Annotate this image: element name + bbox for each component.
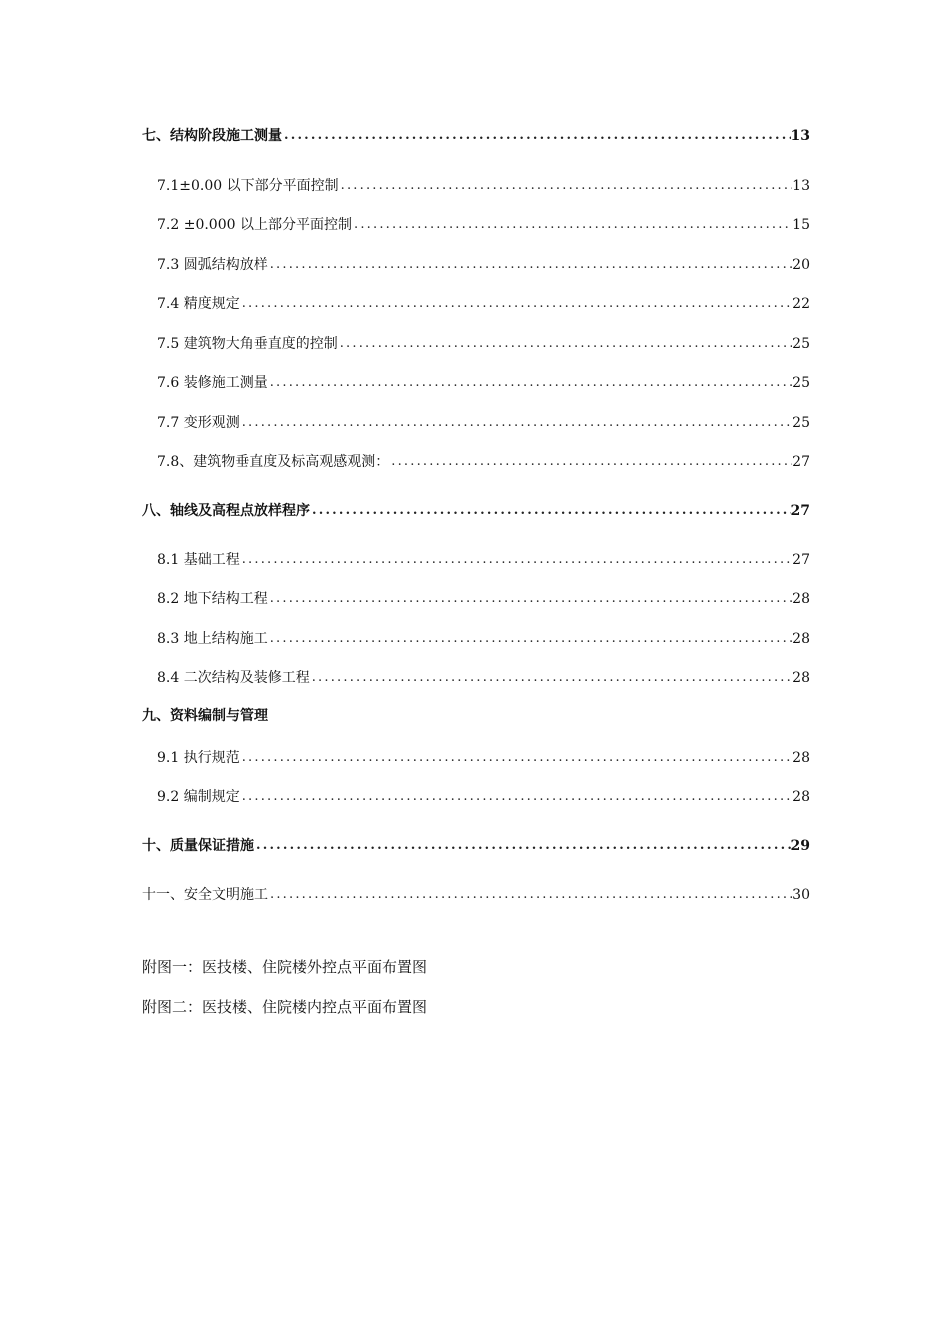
toc-page-number: 27: [792, 552, 810, 568]
toc-item-7-5[interactable]: [157, 330, 810, 354]
appendix-figure-1: 附图一：医技楼、住院楼外控点平面布置图: [142, 958, 428, 976]
dot-leader: [240, 550, 792, 570]
dot-leader: [339, 176, 793, 196]
dot-leader: [389, 452, 792, 472]
toc-item-8-2[interactable]: [157, 585, 810, 609]
toc-item-8-3[interactable]: [157, 625, 810, 649]
toc-page-number: 27: [792, 454, 810, 470]
toc-page-number: 13: [792, 178, 810, 194]
dot-leader: [240, 413, 792, 433]
toc-page-number: 29: [790, 838, 810, 854]
toc-item-7-4[interactable]: [157, 290, 810, 314]
dot-leader: [268, 885, 792, 905]
toc-label: 7.8、建筑物垂直度及标高观感观测：: [157, 454, 390, 470]
toc-page-number: 25: [792, 415, 810, 431]
toc-section-8[interactable]: [142, 497, 810, 521]
toc-label: 8.3 地上结构施工: [157, 631, 268, 647]
toc-label: 十、质量保证措施: [142, 838, 254, 854]
toc-page-number: 28: [792, 591, 810, 607]
toc-item-9-1[interactable]: [157, 744, 810, 768]
toc-item-7-7[interactable]: [157, 409, 810, 433]
toc-item-8-1[interactable]: [157, 546, 810, 570]
toc-label: 9.2 编制规定: [157, 789, 240, 805]
toc-label: 8.2 地下结构工程: [157, 591, 268, 607]
toc-label: 7.7 变形观测: [157, 415, 240, 431]
toc-label: 9.1 执行规范: [157, 750, 240, 766]
toc-label: 7.1±0.00 以下部分平面控制: [157, 178, 339, 194]
toc-label: 7.2 ±0.000 以上部分平面控制: [157, 217, 352, 233]
toc-label: 7.5 建筑物大角垂直度的控制: [157, 336, 338, 352]
toc-page-number: 25: [792, 375, 810, 391]
toc-label: 7.4 精度规定: [157, 296, 240, 312]
toc-section-11[interactable]: [142, 881, 810, 905]
dot-leader: [240, 294, 792, 314]
toc-label: 8.4 二次结构及装修工程: [157, 670, 310, 686]
dot-leader: [268, 373, 792, 393]
toc-page-number: 30: [792, 887, 810, 903]
appendix-figure-2: 附图二：医技楼、住院楼内控点平面布置图: [142, 998, 428, 1016]
toc-item-7-2[interactable]: [157, 211, 810, 235]
toc-item-9-2[interactable]: [157, 783, 810, 807]
toc-section-9[interactable]: 九、资料编制与管理: [142, 708, 268, 724]
toc-item-7-6[interactable]: [157, 369, 810, 393]
toc-label: 十一、安全文明施工: [142, 887, 268, 903]
toc-label: 8.1 基础工程: [157, 552, 240, 568]
toc-item-8-4[interactable]: [157, 664, 810, 688]
toc-page-number: 15: [792, 217, 810, 233]
dot-leader: [310, 668, 792, 688]
toc-item-7-3[interactable]: [157, 251, 810, 275]
toc-page-number: 28: [792, 750, 810, 766]
dot-leader: [268, 629, 792, 649]
dot-leader: [240, 787, 792, 807]
toc-page-number: 28: [792, 789, 810, 805]
dot-leader: [310, 501, 791, 521]
toc-page-number: 22: [792, 296, 810, 312]
toc-label: 7.3 圆弧结构放样: [157, 257, 268, 273]
toc-page-number: 25: [792, 336, 810, 352]
toc-page-number: 13: [790, 128, 810, 144]
toc-item-7-8[interactable]: [157, 448, 810, 472]
dot-leader: [268, 589, 792, 609]
toc-page-number: 20: [792, 257, 810, 273]
toc-label: 七、结构阶段施工测量: [142, 128, 282, 144]
toc-label: 八、轴线及高程点放样程序: [142, 503, 310, 519]
toc-page-number: 28: [792, 670, 810, 686]
toc-page-number: 27: [790, 503, 810, 519]
dot-leader: [282, 126, 791, 146]
dot-leader: [338, 334, 792, 354]
dot-leader: [268, 255, 792, 275]
toc-item-7-1[interactable]: [157, 172, 810, 196]
toc-section-7[interactable]: [142, 122, 810, 146]
dot-leader: [254, 836, 791, 856]
dot-leader: [352, 215, 792, 235]
toc-page-number: 28: [792, 631, 810, 647]
toc-section-10[interactable]: [142, 832, 810, 856]
dot-leader: [240, 748, 792, 768]
toc-label: 7.6 装修施工测量: [157, 375, 268, 391]
